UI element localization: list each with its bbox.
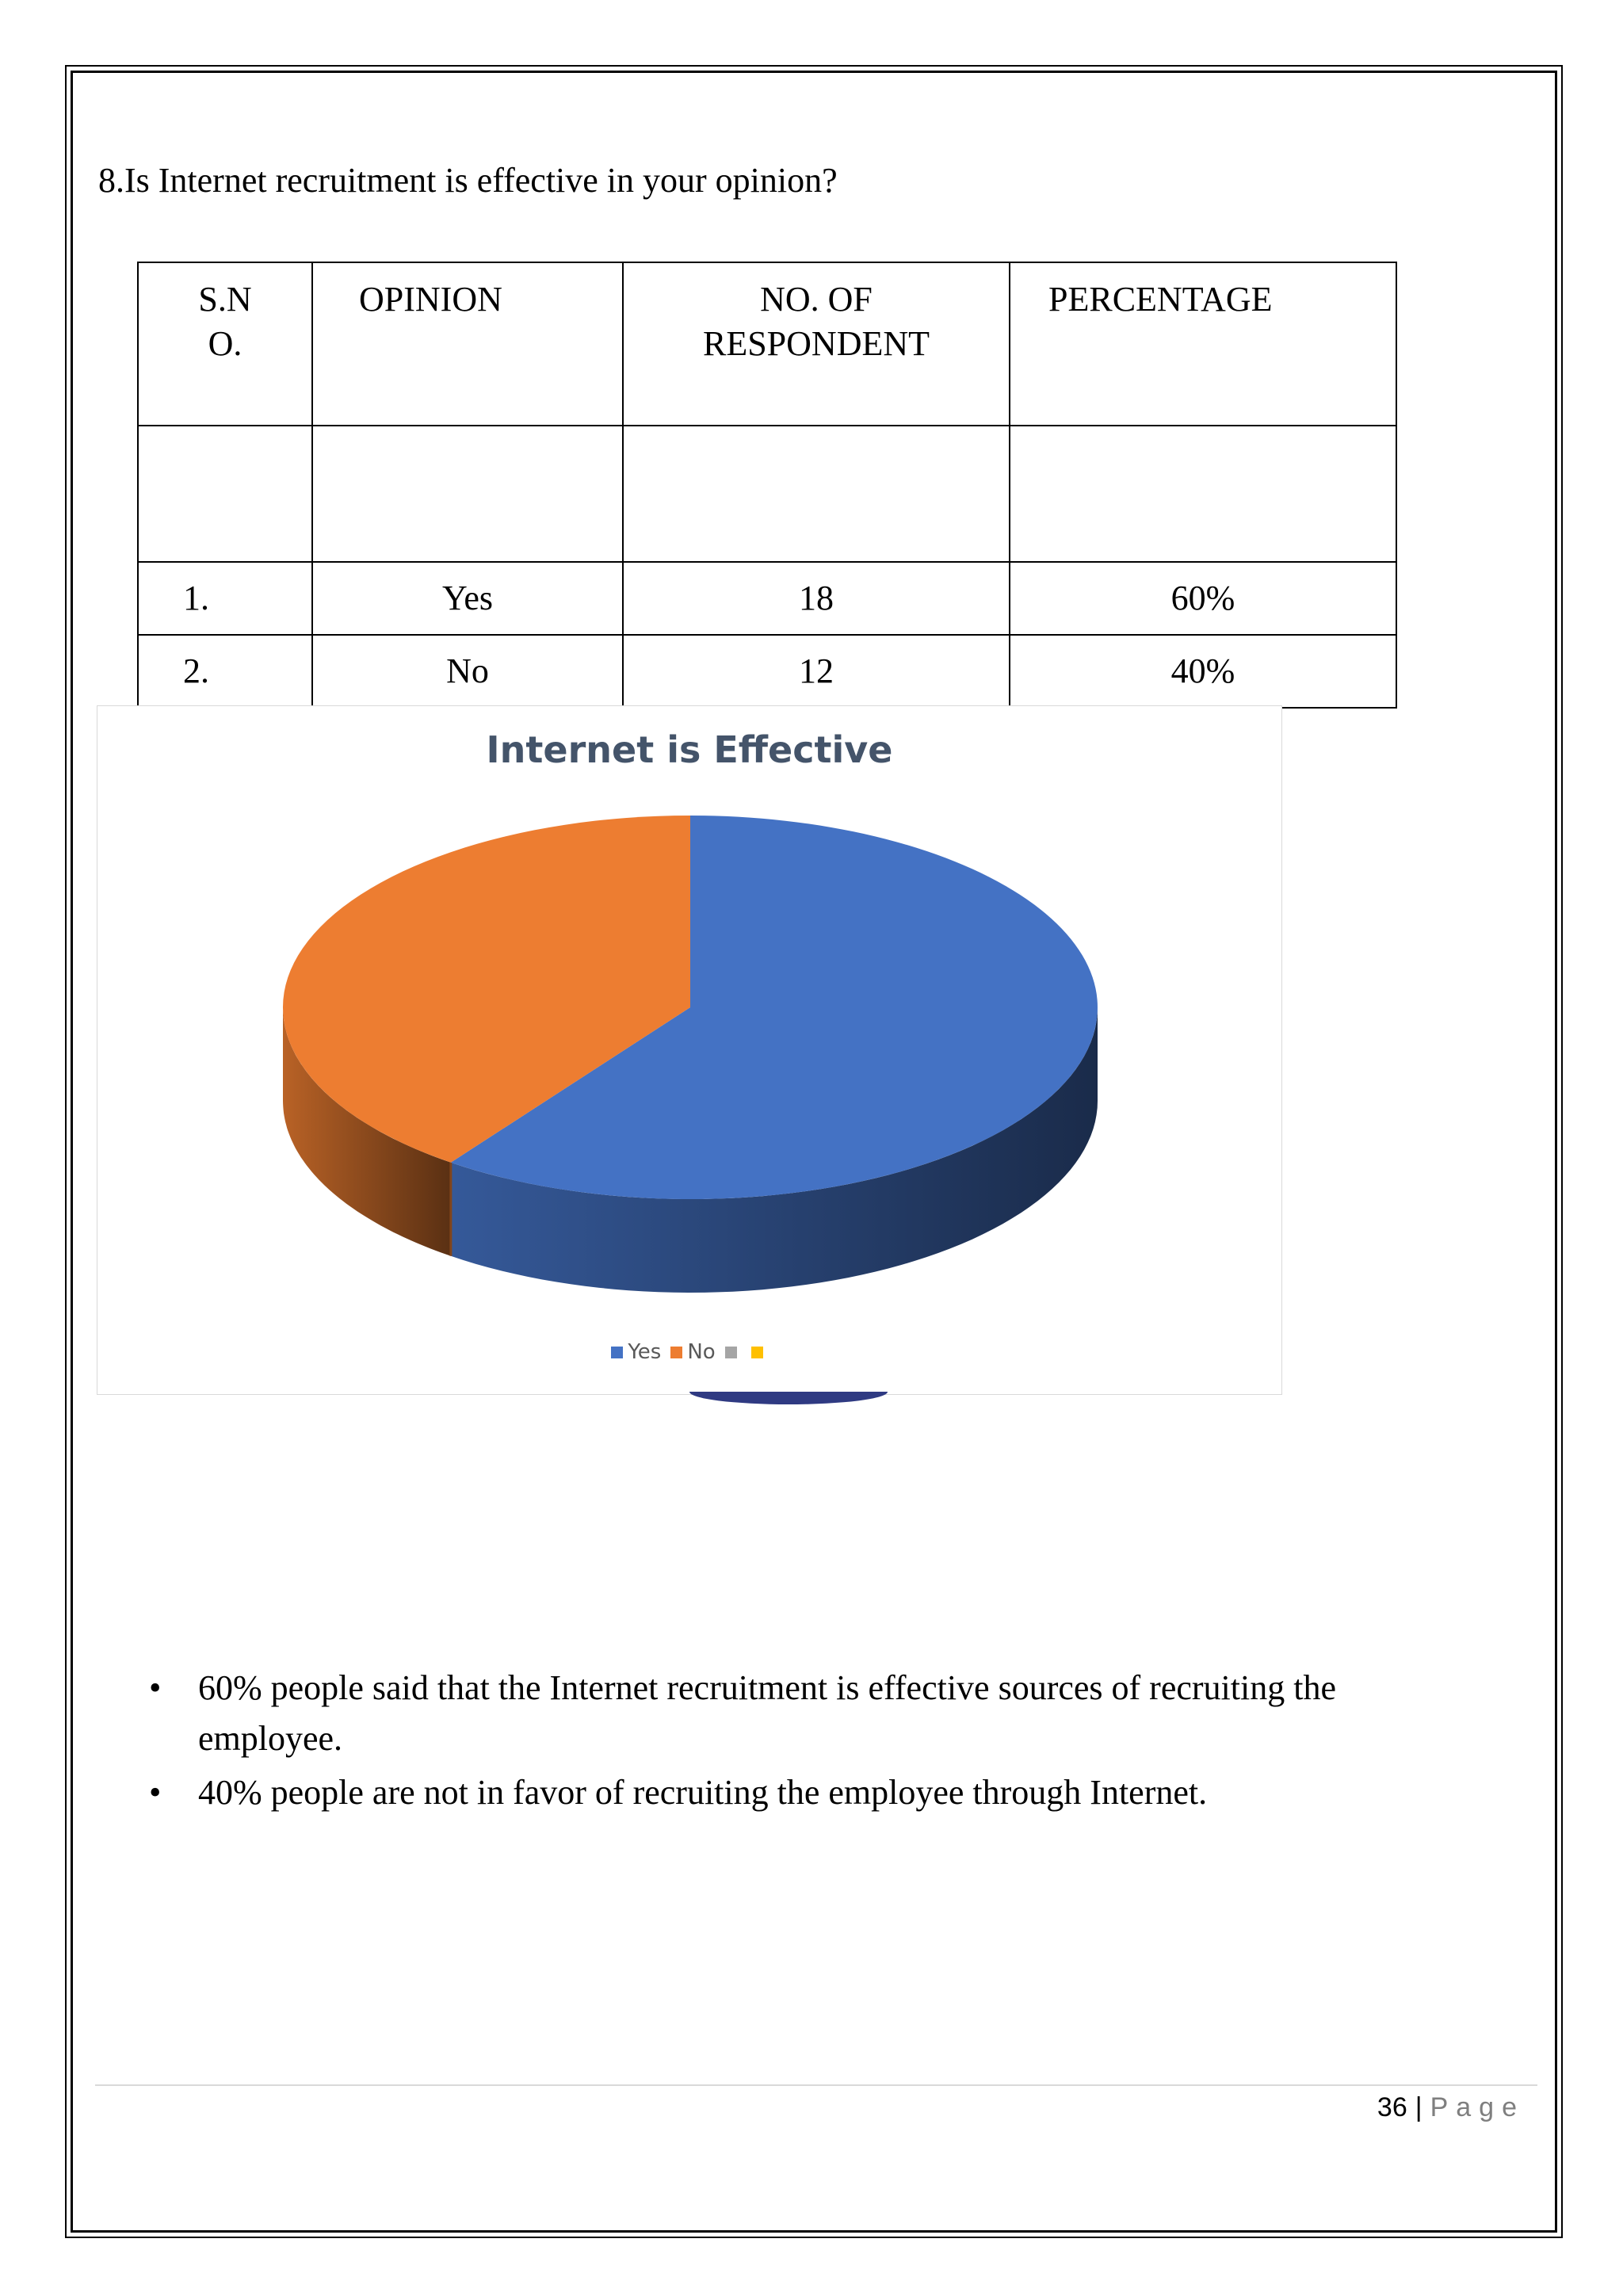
header-sno-line1: S.N — [198, 280, 252, 319]
blank-cell — [312, 426, 623, 562]
legend-item — [670, 1340, 715, 1364]
legend-swatch — [611, 1347, 623, 1358]
header-respondents-line1: NO. OF — [760, 280, 873, 319]
blank-cell — [138, 426, 312, 562]
cell-sno: 2. — [138, 635, 312, 708]
question-heading: 8.Is Internet recruitment is effective in your opinion? — [98, 161, 838, 200]
pie-chart — [97, 705, 1282, 1395]
legend-label: Yes — [628, 1340, 662, 1364]
header-respondents-line2: RESPONDENT — [702, 324, 930, 363]
finding-text: 60% people said that the Internet recruitment is effective sources of recruiting the employee. — [198, 1668, 1336, 1758]
page-word: Page — [1430, 2092, 1525, 2122]
list-item — [149, 1663, 1434, 1764]
cell-sno: 1. — [138, 562, 312, 635]
cell-opinion: Yes — [312, 562, 623, 635]
header-percentage: PERCENTAGE — [1010, 262, 1396, 426]
legend-swatch — [670, 1347, 682, 1358]
table-blank-row — [138, 426, 1396, 562]
footer-divider — [95, 2084, 1537, 2086]
page-separator: | — [1415, 2092, 1423, 2122]
header-sno — [138, 262, 312, 426]
legend-item — [751, 1340, 768, 1364]
header-respondents — [623, 262, 1010, 426]
chart-title: Internet is Effective — [486, 728, 893, 771]
table-row — [138, 635, 1396, 708]
list-item — [149, 1767, 1434, 1818]
bullet-icon: • — [149, 1668, 162, 1707]
table-row — [138, 562, 1396, 635]
cell-respondents: 12 — [623, 635, 1010, 708]
page-number: 36 — [1377, 2092, 1407, 2122]
cell-percentage: 40% — [1010, 635, 1396, 708]
blank-cell — [1010, 426, 1396, 562]
finding-text: 40% people are not in favor of recruiting the employee through Internet. — [198, 1773, 1208, 1812]
cell-percentage: 60% — [1010, 562, 1396, 635]
findings-list — [147, 1663, 1434, 1821]
blank-cell — [623, 426, 1010, 562]
chart-legend — [97, 1340, 1281, 1364]
legend-item — [611, 1340, 661, 1364]
cell-opinion: No — [312, 635, 623, 708]
bullet-icon: • — [149, 1773, 162, 1812]
legend-item — [725, 1340, 742, 1364]
legend-swatch — [751, 1347, 763, 1358]
cell-respondents: 18 — [623, 562, 1010, 635]
header-sno-line2: O. — [208, 324, 242, 363]
pie-chart-svg — [97, 706, 1283, 1396]
page-footer — [1377, 2092, 1525, 2123]
header-opinion: OPINION — [312, 262, 623, 426]
table-header-row — [138, 262, 1396, 426]
legend-label: No — [687, 1340, 716, 1364]
legend-swatch — [725, 1347, 737, 1358]
survey-table — [137, 262, 1397, 709]
